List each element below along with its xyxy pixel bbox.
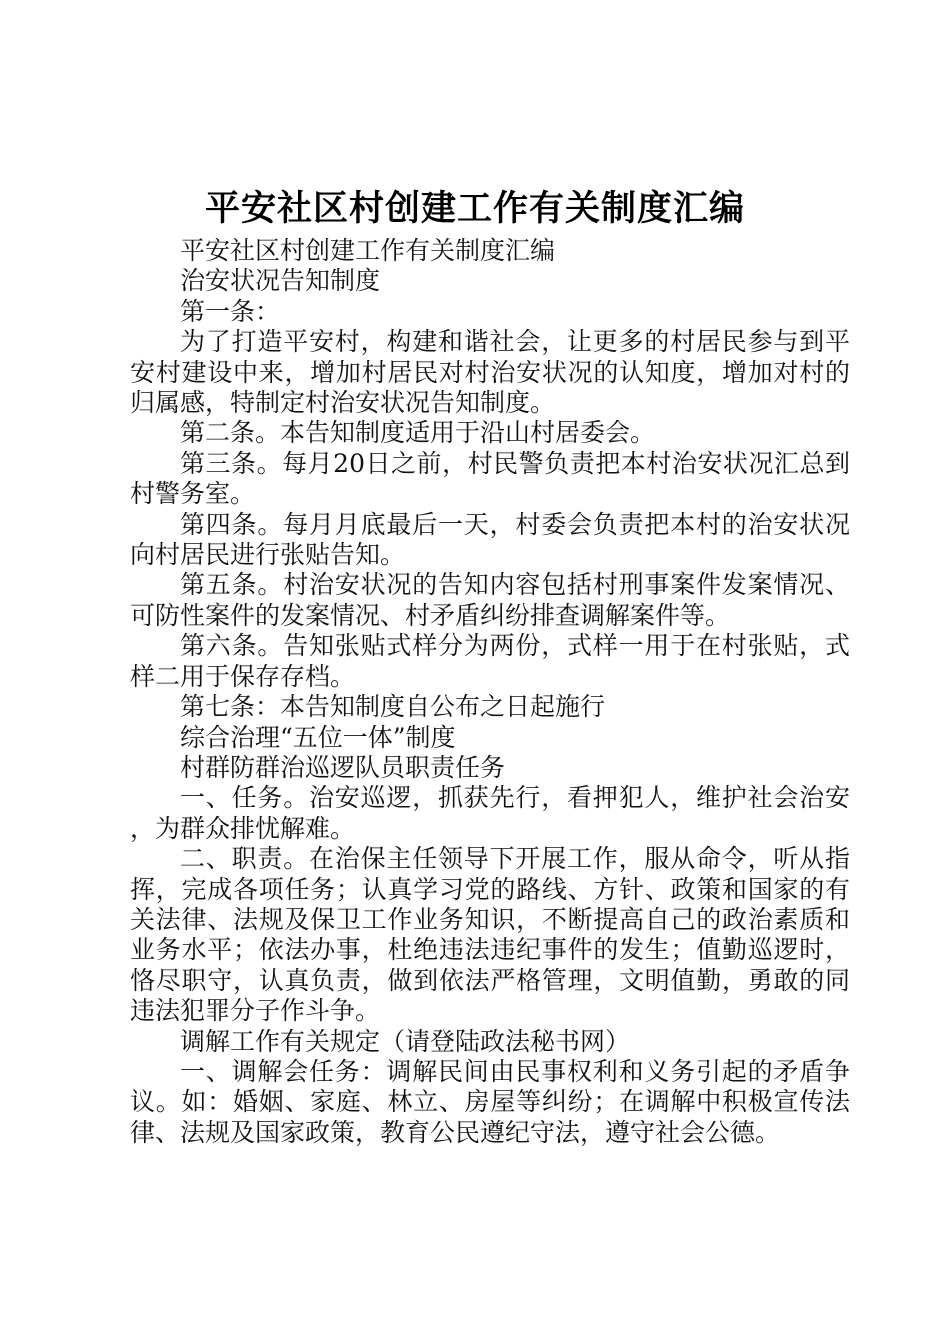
article-2-text: 第二条。本告知制度适用于沿山村居委会。 (180, 418, 656, 448)
patrol-duty-text: 二、职责。在治保主任领导下开展工作，服从命令，听从指挥，完成各项任务；认真学习党的路线、方针、政策和国家的有关法律、法规及保卫工作业务知识，不断提高自己的政治素质和业务水平；依法办事，杜绝违法违纪事件的发生；值勤巡逻时，恪尽职守，认真负责，做到依法严格管理，文明值勤，勇敢的同违法犯罪分子作斗争。 (130, 844, 850, 1026)
article-6-text: 第六条。告知张贴式样分为两份，式样一用于在村张贴，式样二用于保存存档。 (130, 631, 850, 691)
document-body (130, 236, 850, 1148)
article-7-text: 第七条：本告知制度自公布之日起施行 (180, 692, 606, 722)
section-heading-mediation: 调解工作有关规定（请登陆政法秘书网） (180, 1026, 631, 1056)
article-3-text: 第三条。每月20日之前，村民警负责把本村治安状况汇总到村警务室。 (130, 448, 850, 509)
patrol-task-text: 一、任务。治安巡逻，抓获先行，看押犯人，维护社会治安，为群众排忧解难。 (130, 783, 850, 843)
section-heading-security-notice: 治安状况告知制度 (180, 266, 381, 296)
article-5-text: 第五条。村治安状况的告知内容包括村刑事案件发案情况、可防性案件的发案情况、村矛盾纠纷排查调解案件等。 (130, 570, 850, 630)
article-1-heading: 第一条： (180, 296, 281, 326)
section-heading-patrol-duties: 村群防群治巡逻队员职责任务 (180, 752, 506, 782)
section-heading-five-in-one: 综合治理“五位一体”制度 (180, 722, 456, 752)
paragraph-subtitle: 平安社区村创建工作有关制度汇编 (180, 236, 556, 265)
article-1-text: 为了打造平安村，构建和谐社会，让更多的村居民参与到平安村建设中来，增加村居民对村治安状况的认知度，增加对村的归属感，特制定村治安状况告知制度。 (130, 327, 850, 418)
mediation-task-text: 一、调解会任务：调解民间由民事权利和义务引起的矛盾争议。如：婚姻、家庭、林立、房屋等纠纷；在调解中积极宣传法律、法规及国家政策，教育公民遵纪守法，遵守社会公德。 (130, 1056, 850, 1147)
article-4-text: 第四条。每月月底最后一天，村委会负责把本村的治安状况向村居民进行张贴告知。 (130, 509, 850, 570)
document-title: 平安社区村创建工作有关制度汇编 (204, 188, 745, 229)
